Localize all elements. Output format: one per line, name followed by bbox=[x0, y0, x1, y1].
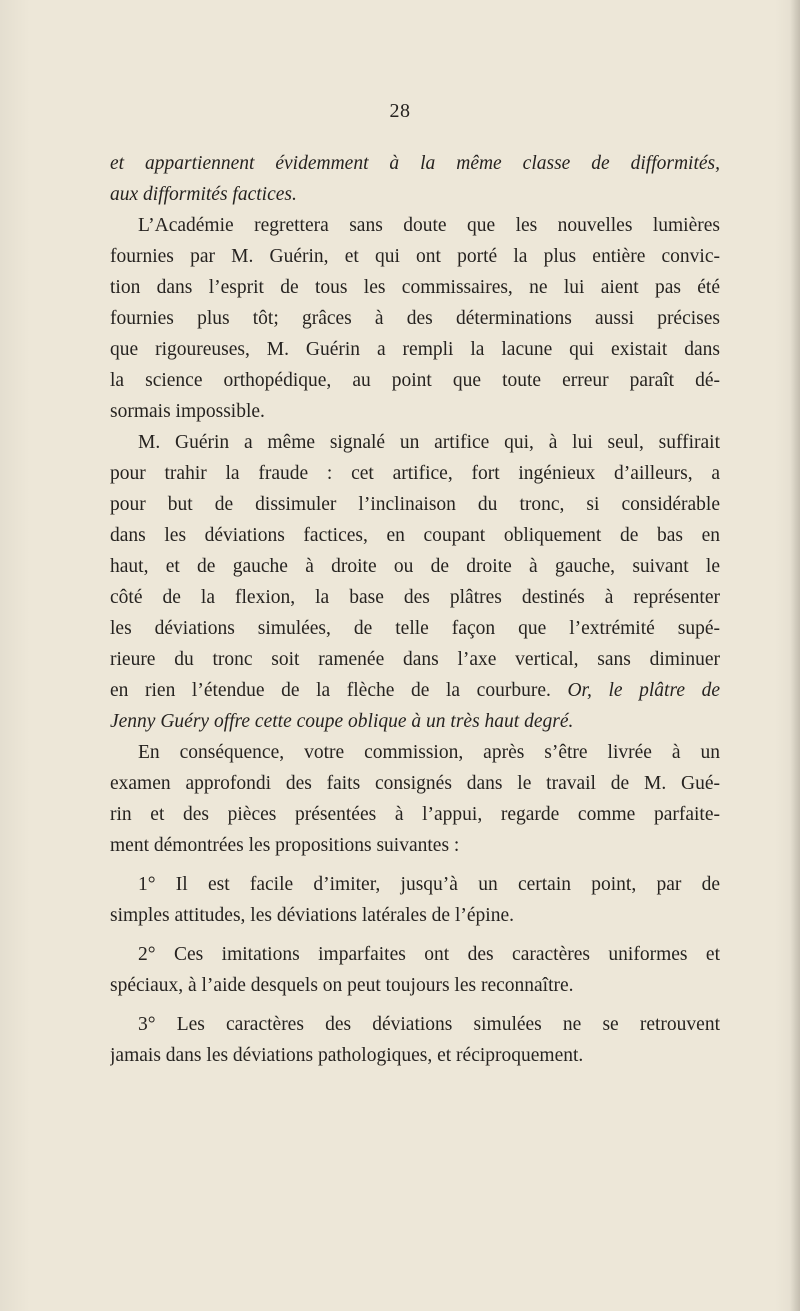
text-line: 2° Ces imitations imparfaites ont des caractères uniformes et bbox=[138, 944, 720, 965]
list-item bbox=[110, 939, 720, 1001]
text-line: rin et des pièces présentées à l’appui, regarde comme parfaite- bbox=[110, 804, 720, 825]
paragraph bbox=[110, 148, 720, 210]
list-item bbox=[110, 869, 720, 931]
text-line: En conséquence, votre commission, après s’être livrée à un bbox=[138, 742, 720, 763]
page-number: 28 bbox=[389, 100, 411, 122]
text-line: simples attitudes, les déviations latérales de l’épine. bbox=[110, 905, 514, 926]
text-line: jamais dans les déviations pathologiques, et réciproquement. bbox=[110, 1045, 584, 1066]
body-text bbox=[110, 148, 720, 1071]
text-line: tion dans l’esprit de tous les commissaires, ne lui aient pas été bbox=[110, 277, 720, 298]
text-line: 3° Les caractères des déviations simulées ne se retrouvent bbox=[138, 1014, 720, 1035]
text-line: pour but de dissimuler l’inclinaison du tronc, si considérable bbox=[110, 494, 720, 515]
paragraph bbox=[110, 427, 720, 737]
text-line: que rigoureuses, M. Guérin a rempli la lacune qui existait dans bbox=[110, 339, 720, 360]
paragraph bbox=[110, 210, 720, 427]
text-line: 1° Il est facile d’imiter, jusqu’à un certain point, par de bbox=[138, 874, 720, 895]
text-line: haut, et de gauche à droite ou de droite à gauche, suivant le bbox=[110, 556, 720, 577]
page-edge-shadow bbox=[790, 0, 800, 1311]
text-line: spéciaux, à l’aide desquels on peut toujours les reconnaître. bbox=[110, 975, 574, 996]
text-line: ment démontrées les propositions suivantes : bbox=[110, 835, 460, 856]
text-line: fournies plus tôt; grâces à des déterminations aussi précises bbox=[110, 308, 720, 329]
text-line: L’Académie regrettera sans doute que les nouvelles lumières bbox=[138, 215, 720, 236]
text-line: en rien l’étendue de la flèche de la courbure. Or, le plâtre de bbox=[110, 680, 720, 701]
text-line: la science orthopédique, au point que toute erreur paraît dé- bbox=[110, 370, 720, 391]
text-line: côté de la flexion, la base des plâtres destinés à représenter bbox=[110, 587, 720, 608]
text-line: aux difformités factices. bbox=[110, 184, 297, 205]
paragraph-spacer bbox=[110, 931, 720, 939]
paragraph-spacer bbox=[110, 861, 720, 869]
text-line: examen approfondi des faits consignés dans le travail de M. Gué- bbox=[110, 773, 720, 794]
text-line: les déviations simulées, de telle façon que l’extrémité supé- bbox=[110, 618, 720, 639]
text-line: pour trahir la fraude : cet artifice, fort ingénieux d’ailleurs, a bbox=[110, 463, 720, 484]
paragraph-spacer bbox=[110, 1001, 720, 1009]
text-line: sormais impossible. bbox=[110, 401, 265, 422]
list-item bbox=[110, 1009, 720, 1071]
text-line: Jenny Guéry offre cette coupe oblique à un très haut degré. bbox=[110, 711, 574, 732]
text-line: dans les déviations factices, en coupant obliquement de bas en bbox=[110, 525, 720, 546]
italic-phrase: Or, le plâtre de bbox=[567, 680, 720, 701]
text-line: fournies par M. Guérin, et qui ont porté la plus entière convic- bbox=[110, 246, 720, 267]
text-line: rieure du tronc soit ramenée dans l’axe vertical, sans diminuer bbox=[110, 649, 720, 670]
text-line: et appartiennent évidemment à la même classe de difformités, bbox=[110, 153, 720, 174]
text-line: M. Guérin a même signalé un artifice qui, à lui seul, suffirait bbox=[138, 432, 720, 453]
paragraph bbox=[110, 737, 720, 861]
